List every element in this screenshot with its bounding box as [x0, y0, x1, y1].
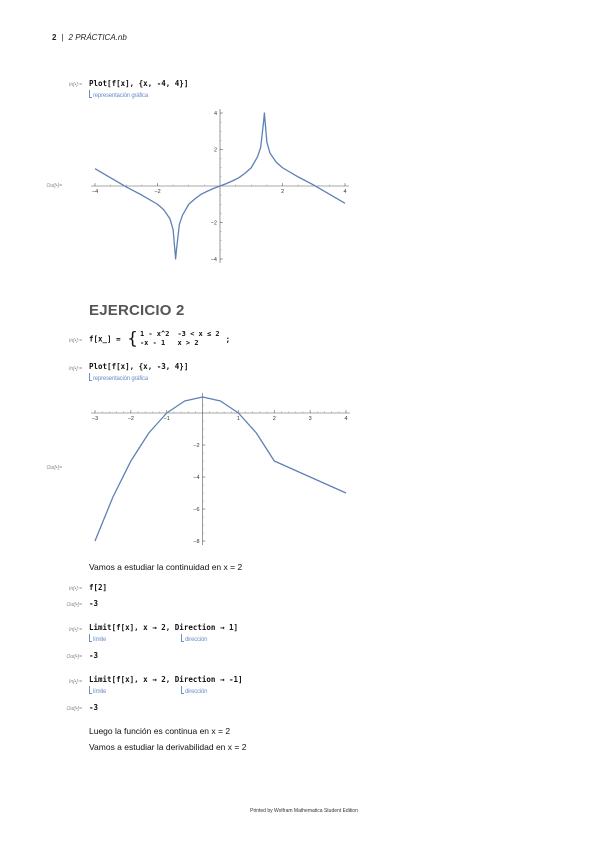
y-tick-label: 4	[213, 111, 217, 117]
limit2-hint-direction-text: dirección	[185, 689, 208, 695]
input-label: In[•]:=	[68, 679, 82, 685]
header-separator: |	[61, 33, 64, 42]
definition-semicolon: ;	[225, 334, 231, 344]
input-label: In[•]:=	[68, 82, 82, 88]
limit2-hint-limit-text: límite	[93, 689, 107, 695]
y-tick-label: −4	[210, 257, 217, 263]
x-tick-label: 1	[236, 416, 240, 422]
y-tick-label: −2	[210, 220, 217, 227]
limit1-input-code[interactable]: Limit[f[x], x → 2, Direction → 1]	[89, 623, 239, 632]
x-tick-label: 2	[280, 189, 285, 195]
hint-bracket-icon	[89, 634, 92, 642]
plot2-input-code[interactable]: Plot[f[x], {x, -3, 4}]	[89, 362, 189, 371]
limit1-output: -3	[89, 651, 99, 660]
section-heading: EJERCICIO 2	[89, 302, 185, 319]
x-tick-label: −1	[163, 416, 170, 422]
limit2-output: -3	[89, 703, 99, 712]
output-label: Out[•]=	[66, 706, 82, 712]
f2-input-code[interactable]: f[2]	[89, 583, 108, 592]
hint-bracket-icon	[181, 634, 184, 642]
plot1-input-code[interactable]: Plot[f[x], {x, -4, 4}]	[89, 79, 189, 88]
page-footer: Printed by Wolfram Mathematica Student Edition	[250, 808, 358, 814]
limit2-input-code[interactable]: Limit[f[x], x → 2, Direction → -1]	[89, 675, 243, 684]
hint-bracket-icon	[89, 686, 92, 694]
limit1-hint-limit	[89, 634, 106, 643]
output-label: Out[•]=	[66, 654, 82, 660]
limit1-hint-direction	[181, 634, 207, 643]
piece-row2-cond: x > 2	[177, 339, 199, 347]
plot2-hint	[89, 373, 148, 382]
plot2-chart[interactable]	[85, 384, 355, 550]
hint-bracket-icon	[89, 90, 92, 98]
input-label: In[•]:=	[68, 586, 82, 592]
piecewise-definition[interactable]	[89, 330, 230, 348]
x-tick-label: 4	[343, 189, 347, 195]
text-conclusion: Luego la función es continua en x = 2	[89, 726, 231, 736]
piece-row2-expr: -x - 1	[139, 339, 166, 347]
page-number: 2	[52, 33, 57, 42]
x-tick-label: 3	[308, 416, 312, 422]
y-tick-label: −6	[193, 507, 200, 513]
text-continuity: Vamos a estudiar la continuidad en x = 2	[89, 562, 243, 572]
x-tick-label: 2	[272, 416, 276, 422]
piece-row1-expr: 1 - x^2	[139, 330, 170, 338]
piecewise-expressions	[140, 330, 170, 348]
y-tick-label: 2	[213, 147, 217, 154]
y-tick-label: −2	[193, 443, 200, 449]
x-tick-label: −4	[91, 189, 99, 195]
x-tick-label: 4	[344, 416, 348, 422]
plot1-chart[interactable]	[85, 103, 355, 263]
definition-lhs: f[x_] =	[89, 334, 126, 344]
hint-bracket-icon	[181, 686, 184, 694]
y-tick-label: −4	[193, 475, 200, 481]
limit2-hint-limit	[89, 686, 106, 695]
output-label: Out[•]=	[66, 602, 82, 608]
limit1-hint-limit-text: límite	[93, 637, 107, 643]
brace-icon: {	[127, 329, 138, 349]
x-tick-label: −2	[127, 416, 134, 422]
plot2-hint-text: representación gráfica	[93, 376, 148, 382]
hint-bracket-icon	[89, 373, 92, 381]
x-tick-label: −3	[91, 416, 99, 422]
input-label: In[•]:=	[68, 627, 82, 633]
limit1-hint-direction-text: dirección	[185, 637, 208, 643]
piece-row1-cond: -3 < x ≤ 2	[177, 330, 220, 338]
notebook-file-name: 2 PRÁCTICA.nb	[68, 33, 127, 42]
piecewise-conditions	[177, 330, 219, 348]
y-tick-label: −8	[193, 539, 200, 545]
limit2-hint-direction	[181, 686, 207, 695]
output-label: Out[•]=	[46, 465, 62, 471]
plot1-hint-text: representación gráfica	[93, 93, 148, 99]
text-derivability: Vamos a estudiar la derivabilidad en x = 2	[89, 742, 247, 752]
input-label: In[•]:=	[68, 366, 82, 372]
input-label: In[•]:=	[68, 338, 82, 344]
output-label: Out[•]=	[46, 183, 62, 189]
x-tick-label: −2	[154, 189, 161, 195]
f2-output: -3	[89, 599, 99, 608]
plot1-hint	[89, 90, 148, 99]
page-header	[52, 33, 127, 42]
